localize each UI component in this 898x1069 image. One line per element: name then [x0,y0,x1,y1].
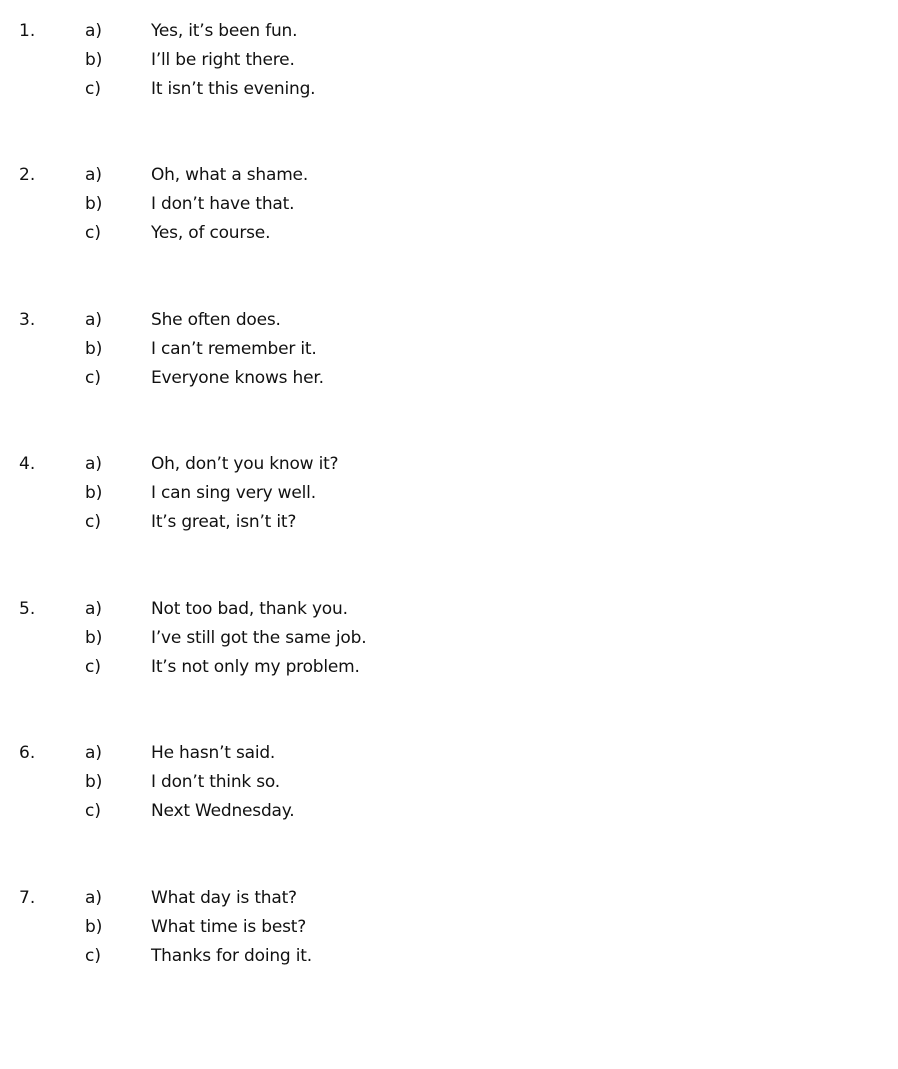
option-a[interactable] [0,739,898,768]
option-text: Everyone knows her. [151,368,324,388]
option-b[interactable] [0,913,898,942]
option-letter: a) [85,599,103,619]
option-text: Oh, don’t you know it? [151,454,339,474]
option-b[interactable] [0,335,898,364]
option-text: Next Wednesday. [151,801,295,821]
option-letter: c) [85,368,101,388]
option-text: It isn’t this evening. [151,79,316,99]
question-number: 6. [19,743,36,763]
option-letter: b) [85,483,103,503]
option-letter: a) [85,454,103,474]
option-b[interactable] [0,768,898,797]
option-b[interactable] [0,46,898,75]
question-number: 3. [19,310,36,330]
option-c[interactable] [0,797,898,826]
option-c[interactable] [0,942,898,971]
option-text: Not too bad, thank you. [151,599,348,619]
option-letter: b) [85,917,103,937]
option-letter: a) [85,21,103,41]
option-letter: b) [85,339,103,359]
question-number: 1. [19,21,36,41]
option-letter: c) [85,223,101,243]
option-letter: c) [85,946,101,966]
option-letter: c) [85,79,101,99]
option-letter: c) [85,512,101,532]
option-text: It’s great, isn’t it? [151,512,297,532]
option-text: I’ve still got the same job. [151,628,367,648]
option-text: I don’t think so. [151,772,281,792]
option-text: It’s not only my problem. [151,657,360,677]
option-letter: c) [85,657,101,677]
question-2 [0,161,898,251]
option-text: I can’t remember it. [151,339,317,359]
option-text: He hasn’t said. [151,743,276,763]
option-letter: a) [85,743,103,763]
option-letter: a) [85,888,103,908]
question-number: 2. [19,165,36,185]
option-letter: a) [85,310,103,330]
option-c[interactable] [0,653,898,682]
option-a[interactable] [0,450,898,479]
question-7 [0,884,898,974]
option-text: Thanks for doing it. [151,946,312,966]
option-c[interactable] [0,219,898,248]
option-letter: c) [85,801,101,821]
question-6 [0,739,898,829]
option-b[interactable] [0,190,898,219]
option-a[interactable] [0,17,898,46]
question-number: 4. [19,454,36,474]
question-3 [0,306,898,396]
option-letter: b) [85,772,103,792]
option-letter: b) [85,50,103,70]
option-text: Yes, it’s been fun. [151,21,298,41]
option-a[interactable] [0,161,898,190]
option-c[interactable] [0,75,898,104]
option-text: Yes, of course. [151,223,271,243]
option-a[interactable] [0,595,898,624]
option-letter: b) [85,194,103,214]
option-text: I can sing very well. [151,483,316,503]
question-number: 7. [19,888,36,908]
option-letter: a) [85,165,103,185]
question-1 [0,17,898,107]
option-b[interactable] [0,624,898,653]
question-number: 5. [19,599,36,619]
option-a[interactable] [0,306,898,335]
option-text: I’ll be right there. [151,50,295,70]
option-text: What day is that? [151,888,297,908]
option-text: She often does. [151,310,281,330]
option-text: Oh, what a shame. [151,165,309,185]
option-text: What time is best? [151,917,307,937]
option-b[interactable] [0,479,898,508]
option-c[interactable] [0,364,898,393]
question-5 [0,595,898,685]
option-text: I don’t have that. [151,194,295,214]
option-c[interactable] [0,508,898,537]
option-letter: b) [85,628,103,648]
option-a[interactable] [0,884,898,913]
question-4 [0,450,898,540]
